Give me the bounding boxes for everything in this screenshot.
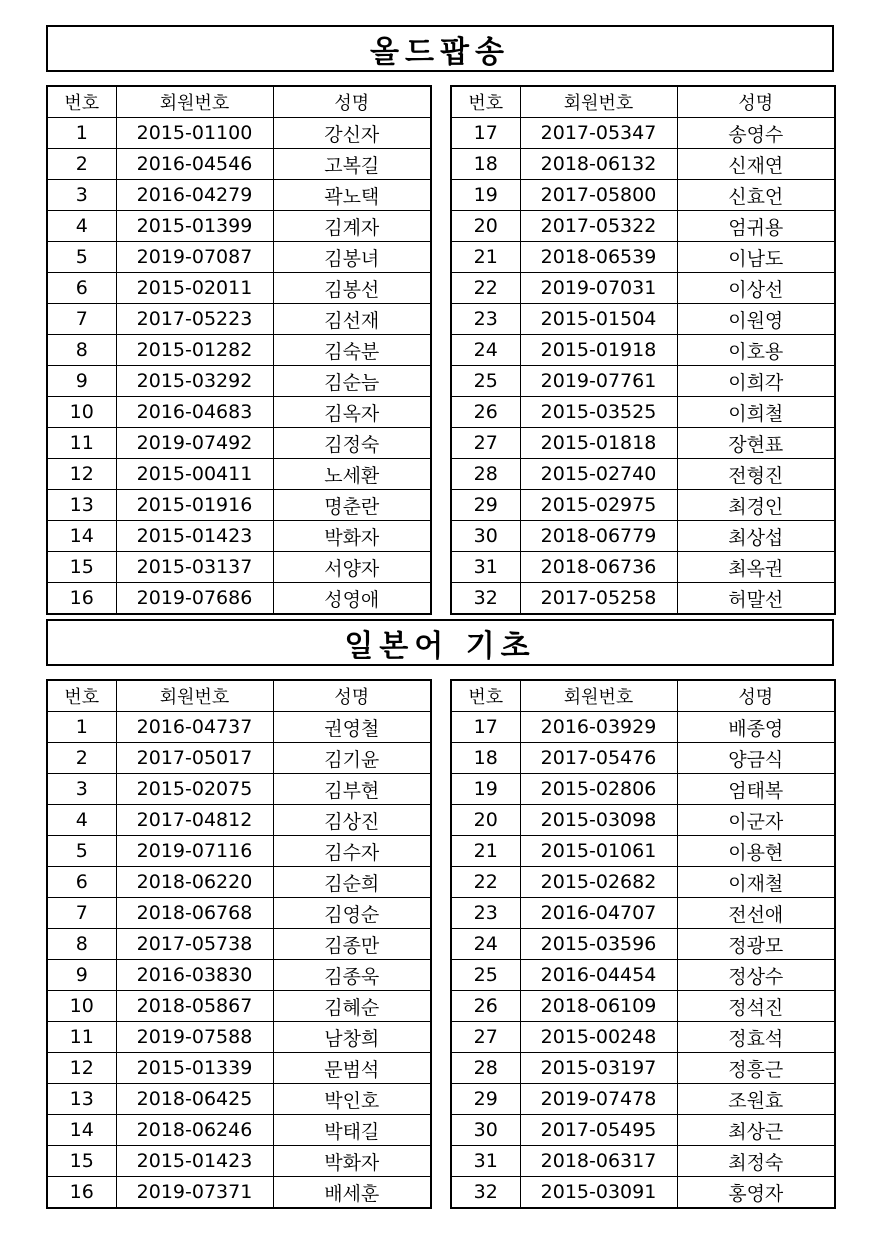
cell-name: 김기윤 [273, 743, 431, 774]
roster-table-left [46, 85, 432, 615]
cell-no: 8 [47, 335, 116, 366]
cell-name: 전선애 [677, 898, 835, 929]
table-row [47, 552, 431, 583]
cell-name: 강신자 [273, 118, 431, 149]
table-row [47, 836, 431, 867]
table-row [47, 743, 431, 774]
cell-no: 30 [451, 1115, 520, 1146]
cell-name: 정광모 [677, 929, 835, 960]
table-row [47, 960, 431, 991]
cell-no: 4 [47, 805, 116, 836]
cell-member-id: 2015-02975 [520, 490, 677, 521]
table-row [451, 149, 835, 180]
cell-name: 최옥권 [677, 552, 835, 583]
cell-no: 16 [47, 583, 116, 615]
cell-no: 26 [451, 991, 520, 1022]
cell-member-id: 2018-06109 [520, 991, 677, 1022]
table-row [47, 521, 431, 552]
cell-no: 23 [451, 898, 520, 929]
cell-no: 8 [47, 929, 116, 960]
cell-member-id: 2018-06317 [520, 1146, 677, 1177]
header-member-id: 회원번호 [116, 680, 273, 712]
cell-member-id: 2015-01339 [116, 1053, 273, 1084]
cell-no: 29 [451, 490, 520, 521]
cell-name: 고복길 [273, 149, 431, 180]
cell-member-id: 2016-03929 [520, 712, 677, 743]
table-row [451, 366, 835, 397]
header-name: 성명 [273, 86, 431, 118]
table-row [47, 991, 431, 1022]
cell-no: 4 [47, 211, 116, 242]
cell-name: 최정숙 [677, 1146, 835, 1177]
cell-name: 박인호 [273, 1084, 431, 1115]
cell-name: 남창희 [273, 1022, 431, 1053]
cell-no: 11 [47, 1022, 116, 1053]
cell-member-id: 2019-07116 [116, 836, 273, 867]
table-row [451, 583, 835, 615]
cell-name: 이남도 [677, 242, 835, 273]
table-row [47, 805, 431, 836]
cell-member-id: 2015-03197 [520, 1053, 677, 1084]
cell-name: 김상진 [273, 805, 431, 836]
table-row [451, 552, 835, 583]
cell-no: 26 [451, 397, 520, 428]
table-row [451, 1022, 835, 1053]
table-row [451, 1177, 835, 1209]
cell-name: 정효석 [677, 1022, 835, 1053]
table-row [451, 211, 835, 242]
cell-no: 21 [451, 242, 520, 273]
cell-no: 23 [451, 304, 520, 335]
cell-name: 이용현 [677, 836, 835, 867]
table-row [47, 149, 431, 180]
cell-no: 19 [451, 774, 520, 805]
table-row [451, 1053, 835, 1084]
section-japanese-basics [46, 619, 834, 1205]
cell-name: 서양자 [273, 552, 431, 583]
header-name: 성명 [677, 680, 835, 712]
table-row [47, 242, 431, 273]
cell-name: 이희철 [677, 397, 835, 428]
roster-table-right [450, 85, 836, 615]
cell-no: 13 [47, 490, 116, 521]
cell-member-id: 2015-02740 [520, 459, 677, 490]
cell-name: 김계자 [273, 211, 431, 242]
cell-member-id: 2017-05495 [520, 1115, 677, 1146]
cell-no: 2 [47, 743, 116, 774]
header-no: 번호 [47, 86, 116, 118]
section-oldpop [46, 25, 834, 611]
cell-name: 김정숙 [273, 428, 431, 459]
header-row [47, 680, 431, 712]
cell-name: 이희각 [677, 366, 835, 397]
cell-member-id: 2015-02806 [520, 774, 677, 805]
cell-name: 박화자 [273, 1146, 431, 1177]
table-row [47, 335, 431, 366]
cell-no: 7 [47, 304, 116, 335]
cell-name: 박화자 [273, 521, 431, 552]
cell-name: 최경인 [677, 490, 835, 521]
cell-no: 19 [451, 180, 520, 211]
header-row [451, 86, 835, 118]
cell-name: 전형진 [677, 459, 835, 490]
cell-name: 김부현 [273, 774, 431, 805]
cell-no: 6 [47, 273, 116, 304]
cell-member-id: 2015-01916 [116, 490, 273, 521]
cell-no: 5 [47, 242, 116, 273]
cell-no: 18 [451, 149, 520, 180]
header-row [47, 86, 431, 118]
cell-name: 정흥근 [677, 1053, 835, 1084]
section-tables [46, 85, 834, 611]
cell-no: 32 [451, 1177, 520, 1209]
cell-no: 10 [47, 397, 116, 428]
cell-no: 31 [451, 1146, 520, 1177]
table-row [451, 1115, 835, 1146]
cell-member-id: 2015-01423 [116, 521, 273, 552]
cell-member-id: 2017-05738 [116, 929, 273, 960]
cell-no: 2 [47, 149, 116, 180]
cell-name: 이재철 [677, 867, 835, 898]
cell-member-id: 2017-05223 [116, 304, 273, 335]
cell-no: 6 [47, 867, 116, 898]
cell-no: 22 [451, 273, 520, 304]
cell-no: 21 [451, 836, 520, 867]
table-row [451, 304, 835, 335]
table-row [47, 428, 431, 459]
cell-no: 25 [451, 960, 520, 991]
cell-member-id: 2016-04683 [116, 397, 273, 428]
cell-no: 31 [451, 552, 520, 583]
cell-member-id: 2015-03137 [116, 552, 273, 583]
cell-no: 17 [451, 712, 520, 743]
header-row [451, 680, 835, 712]
cell-member-id: 2019-07588 [116, 1022, 273, 1053]
table-row [451, 428, 835, 459]
table-row [451, 242, 835, 273]
cell-no: 14 [47, 1115, 116, 1146]
cell-no: 13 [47, 1084, 116, 1115]
cell-name: 김봉선 [273, 273, 431, 304]
cell-no: 3 [47, 180, 116, 211]
cell-member-id: 2017-05800 [520, 180, 677, 211]
cell-member-id: 2015-01818 [520, 428, 677, 459]
cell-name: 조원효 [677, 1084, 835, 1115]
cell-name: 문범석 [273, 1053, 431, 1084]
cell-member-id: 2015-01282 [116, 335, 273, 366]
cell-name: 홍영자 [677, 1177, 835, 1209]
header-member-id: 회원번호 [520, 86, 677, 118]
cell-no: 30 [451, 521, 520, 552]
cell-member-id: 2019-07761 [520, 366, 677, 397]
table-row [47, 1022, 431, 1053]
table-row [47, 459, 431, 490]
cell-no: 29 [451, 1084, 520, 1115]
cell-name: 김혜순 [273, 991, 431, 1022]
cell-no: 1 [47, 712, 116, 743]
table-row [451, 1084, 835, 1115]
header-no: 번호 [451, 680, 520, 712]
cell-member-id: 2017-05258 [520, 583, 677, 615]
cell-name: 정석진 [677, 991, 835, 1022]
cell-name: 정상수 [677, 960, 835, 991]
table-row [451, 991, 835, 1022]
table-row [47, 397, 431, 428]
cell-no: 28 [451, 1053, 520, 1084]
cell-member-id: 2015-01504 [520, 304, 677, 335]
table-row [451, 774, 835, 805]
table-row [451, 118, 835, 149]
cell-name: 신효언 [677, 180, 835, 211]
table-row [47, 1084, 431, 1115]
cell-no: 1 [47, 118, 116, 149]
cell-member-id: 2015-03091 [520, 1177, 677, 1209]
cell-name: 김종욱 [273, 960, 431, 991]
table-row [47, 712, 431, 743]
cell-no: 12 [47, 459, 116, 490]
cell-member-id: 2019-07478 [520, 1084, 677, 1115]
cell-no: 5 [47, 836, 116, 867]
cell-name: 곽노택 [273, 180, 431, 211]
cell-no: 7 [47, 898, 116, 929]
cell-member-id: 2019-07031 [520, 273, 677, 304]
cell-name: 김종만 [273, 929, 431, 960]
cell-no: 28 [451, 459, 520, 490]
cell-no: 32 [451, 583, 520, 615]
cell-name: 배종영 [677, 712, 835, 743]
table-row [451, 712, 835, 743]
table-row [47, 929, 431, 960]
cell-name: 최상근 [677, 1115, 835, 1146]
cell-name: 김선재 [273, 304, 431, 335]
cell-member-id: 2018-06220 [116, 867, 273, 898]
table-row [47, 867, 431, 898]
cell-no: 3 [47, 774, 116, 805]
table-row [451, 1146, 835, 1177]
cell-member-id: 2015-02075 [116, 774, 273, 805]
header-member-id: 회원번호 [116, 86, 273, 118]
table-row [451, 805, 835, 836]
cell-member-id: 2015-01061 [520, 836, 677, 867]
cell-name: 양금식 [677, 743, 835, 774]
cell-name: 김봉녀 [273, 242, 431, 273]
cell-no: 11 [47, 428, 116, 459]
cell-name: 명춘란 [273, 490, 431, 521]
cell-no: 22 [451, 867, 520, 898]
table-row [451, 836, 835, 867]
table-row [47, 118, 431, 149]
table-row [47, 1053, 431, 1084]
cell-name: 이상선 [677, 273, 835, 304]
cell-member-id: 2018-05867 [116, 991, 273, 1022]
cell-no: 9 [47, 960, 116, 991]
cell-member-id: 2019-07087 [116, 242, 273, 273]
table-row [47, 366, 431, 397]
cell-no: 9 [47, 366, 116, 397]
cell-member-id: 2015-03098 [520, 805, 677, 836]
cell-member-id: 2015-03525 [520, 397, 677, 428]
header-no: 번호 [47, 680, 116, 712]
cell-member-id: 2015-02682 [520, 867, 677, 898]
cell-member-id: 2015-01918 [520, 335, 677, 366]
cell-name: 박태길 [273, 1115, 431, 1146]
table-row [451, 397, 835, 428]
cell-member-id: 2016-04546 [116, 149, 273, 180]
cell-member-id: 2015-01423 [116, 1146, 273, 1177]
table-row [451, 743, 835, 774]
table-row [451, 335, 835, 366]
cell-name: 김순희 [273, 867, 431, 898]
cell-member-id: 2016-04279 [116, 180, 273, 211]
cell-member-id: 2017-05347 [520, 118, 677, 149]
table-row [451, 960, 835, 991]
table-row [451, 490, 835, 521]
cell-member-id: 2015-02011 [116, 273, 273, 304]
cell-no: 14 [47, 521, 116, 552]
cell-name: 엄태복 [677, 774, 835, 805]
header-name: 성명 [677, 86, 835, 118]
cell-name: 이원영 [677, 304, 835, 335]
table-row [47, 1177, 431, 1209]
table-row [47, 1115, 431, 1146]
cell-member-id: 2017-05476 [520, 743, 677, 774]
cell-name: 김숙분 [273, 335, 431, 366]
cell-member-id: 2015-00248 [520, 1022, 677, 1053]
cell-no: 27 [451, 428, 520, 459]
table-row [47, 490, 431, 521]
section-title: 일본어 기초 [46, 619, 834, 666]
cell-member-id: 2016-04737 [116, 712, 273, 743]
cell-name: 송영수 [677, 118, 835, 149]
cell-no: 20 [451, 211, 520, 242]
cell-no: 10 [47, 991, 116, 1022]
cell-name: 김영순 [273, 898, 431, 929]
table-row [47, 583, 431, 615]
cell-name: 배세훈 [273, 1177, 431, 1209]
cell-no: 12 [47, 1053, 116, 1084]
table-row [451, 929, 835, 960]
cell-member-id: 2018-06779 [520, 521, 677, 552]
cell-name: 최상섭 [677, 521, 835, 552]
table-row [47, 211, 431, 242]
cell-name: 엄귀용 [677, 211, 835, 242]
cell-member-id: 2018-06246 [116, 1115, 273, 1146]
cell-member-id: 2019-07371 [116, 1177, 273, 1209]
table-row [47, 180, 431, 211]
cell-member-id: 2018-06539 [520, 242, 677, 273]
table-row [451, 521, 835, 552]
cell-member-id: 2016-04454 [520, 960, 677, 991]
cell-name: 이군자 [677, 805, 835, 836]
cell-member-id: 2018-06736 [520, 552, 677, 583]
cell-name: 이호용 [677, 335, 835, 366]
table-row [47, 898, 431, 929]
cell-name: 장현표 [677, 428, 835, 459]
cell-no: 20 [451, 805, 520, 836]
table-row [451, 867, 835, 898]
cell-member-id: 2015-00411 [116, 459, 273, 490]
section-tables [46, 679, 834, 1205]
cell-no: 24 [451, 929, 520, 960]
header-no: 번호 [451, 86, 520, 118]
cell-name: 허말선 [677, 583, 835, 615]
table-row [451, 459, 835, 490]
cell-member-id: 2015-03292 [116, 366, 273, 397]
cell-name: 노세환 [273, 459, 431, 490]
cell-name: 김옥자 [273, 397, 431, 428]
table-row [47, 304, 431, 335]
table-row [47, 774, 431, 805]
header-member-id: 회원번호 [520, 680, 677, 712]
roster-table-right [450, 679, 836, 1209]
cell-no: 24 [451, 335, 520, 366]
table-row [47, 273, 431, 304]
cell-member-id: 2018-06768 [116, 898, 273, 929]
cell-member-id: 2017-05017 [116, 743, 273, 774]
cell-name: 성영애 [273, 583, 431, 615]
cell-no: 15 [47, 1146, 116, 1177]
cell-name: 김순늠 [273, 366, 431, 397]
cell-no: 27 [451, 1022, 520, 1053]
cell-name: 신재연 [677, 149, 835, 180]
cell-member-id: 2018-06425 [116, 1084, 273, 1115]
cell-name: 권영철 [273, 712, 431, 743]
cell-member-id: 2019-07492 [116, 428, 273, 459]
cell-no: 17 [451, 118, 520, 149]
table-row [451, 898, 835, 929]
cell-member-id: 2019-07686 [116, 583, 273, 615]
cell-member-id: 2015-03596 [520, 929, 677, 960]
cell-member-id: 2015-01100 [116, 118, 273, 149]
cell-no: 16 [47, 1177, 116, 1209]
cell-member-id: 2017-04812 [116, 805, 273, 836]
section-title: 올드팝송 [46, 25, 834, 72]
cell-no: 25 [451, 366, 520, 397]
cell-member-id: 2015-01399 [116, 211, 273, 242]
table-row [451, 273, 835, 304]
cell-member-id: 2018-06132 [520, 149, 677, 180]
cell-no: 18 [451, 743, 520, 774]
header-name: 성명 [273, 680, 431, 712]
table-row [451, 180, 835, 211]
cell-member-id: 2016-04707 [520, 898, 677, 929]
cell-member-id: 2016-03830 [116, 960, 273, 991]
cell-member-id: 2017-05322 [520, 211, 677, 242]
roster-table-left [46, 679, 432, 1209]
cell-no: 15 [47, 552, 116, 583]
table-row [47, 1146, 431, 1177]
cell-name: 김수자 [273, 836, 431, 867]
